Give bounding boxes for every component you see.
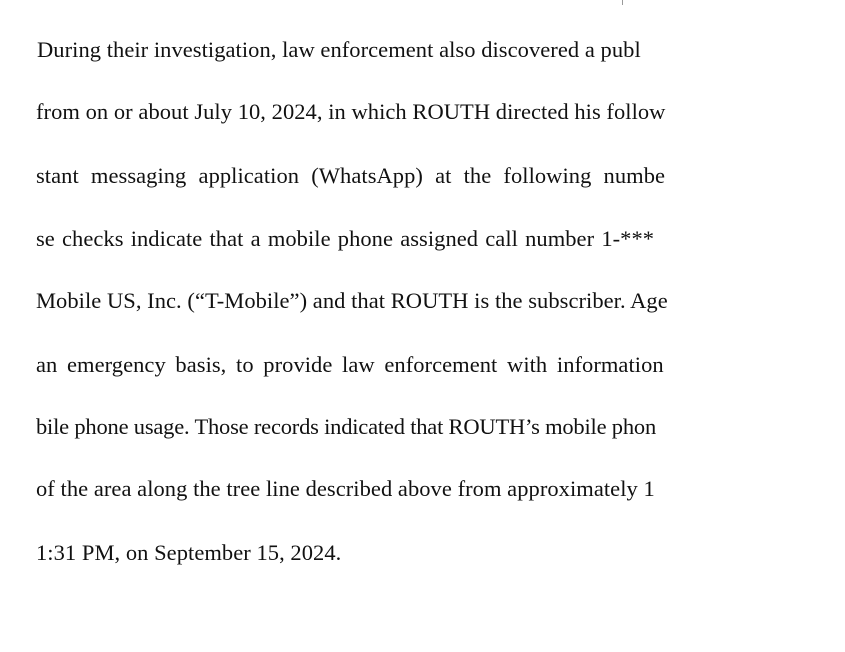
paragraph-line: of the area along the tree line described above from approximately 1 [36, 476, 655, 501]
paragraph-line: 1:31 PM, on September 15, 2024. [36, 540, 342, 565]
paragraph-line: During their investigation, law enforcement also discovered a publ [37, 37, 641, 62]
scan-mark [622, 0, 623, 5]
paragraph-line: from on or about July 10, 2024, in which ROUTH directed his follow [36, 99, 666, 124]
paragraph-line: bile phone usage. Those records indicated that ROUTH’s mobile phon [36, 414, 656, 439]
paragraph-line: Mobile US, Inc. (“T-Mobile”) and that ROUTH is the subscriber. Age [36, 288, 668, 313]
paragraph-line: an emergency basis, to provide law enforcement with information [36, 352, 664, 377]
paragraph-line: stant messaging application (WhatsApp) at the following numbe [36, 163, 666, 188]
paragraph-line: se checks indicate that a mobile phone assigned call number 1-*** [36, 226, 655, 251]
